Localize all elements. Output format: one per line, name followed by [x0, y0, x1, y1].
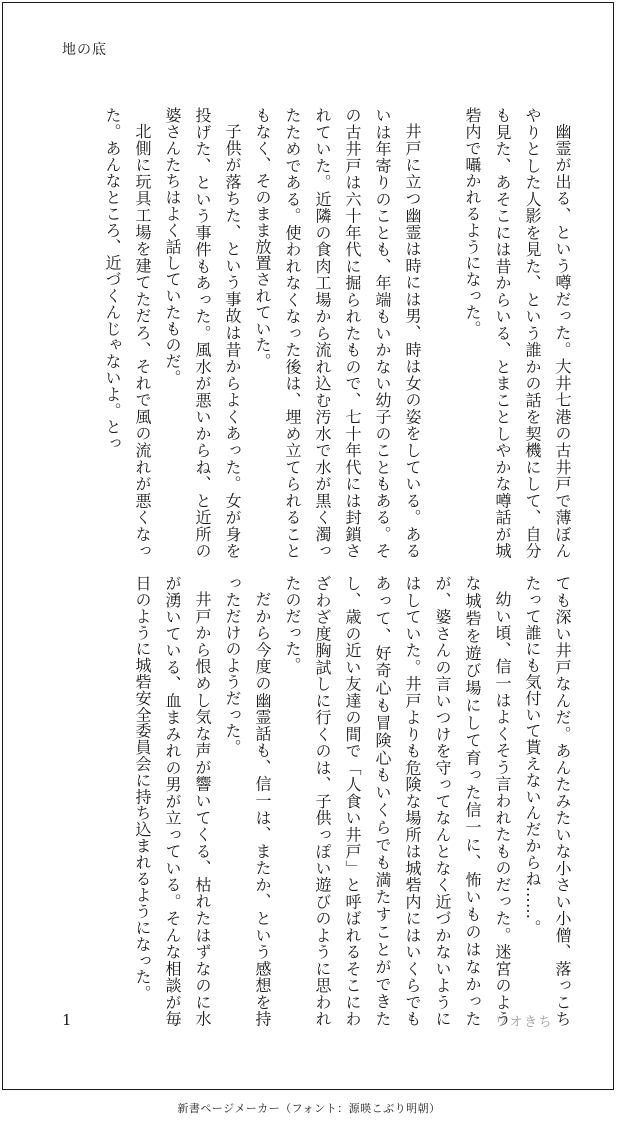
upper-text-block — [37, 107, 577, 559]
blank-line — [427, 107, 457, 559]
paragraph: だから今度の幽霊話も、信一は、またか、という感想を持っただけのようだった。 — [223, 575, 272, 1027]
book-page — [2, 2, 614, 1090]
chapter-title: 地の底 — [62, 42, 107, 58]
paragraph: 幼い頃、信一はよくそう言われたものだった。迷宮のような城砦を遊び場にして育った信一に、怖いものはなかったが、婆さんの言いつけを守ってなんとなく近づかないようにはしていた。井戸よりも危険な場所は城砦内にはいくらでもあって、好奇心も冒険心もいくらでも満たすことができたし、歳の近い友達の間で「人食い井戸」と呼ばれるそこにわざわざ度胸試しに行くのは、子供っぽい遊びのように思われたのだった。 — [283, 575, 512, 1027]
generator-credit: 新書ページメーカー（フォント：源暎こぶり明朝） — [177, 1102, 441, 1115]
lower-text-block — [37, 575, 577, 1027]
page-number: 1 — [62, 1011, 72, 1029]
paragraph: 幽霊が出る、という噂だった。大井七港の古井戸で薄ぼんやりとした人影を見た、という誰かの話を契機にして、自分も見た、あそこには昔からいる、とまことしやかな噂話が城砦内で囁かれるようになった。 — [463, 107, 572, 559]
author-name: ワオきち — [494, 1015, 553, 1030]
paragraph: 北側に玩具工場を建てただろ、それで風の流れが悪くなった。あんなところ、近づくんじゃないよ。とっ — [103, 107, 152, 559]
paragraph: 井戸に立つ幽霊は時には男、時は女の姿をしている。あるいは年寄りのことも、年端もいかない幼子のこともある。その古井戸は六十年代に掘られたもので、七十年代には封鎖されていた。近隣の食肉工場から流れ込む汚水で水が黒く濁ったためである。使われなくなった後は、埋め立てられることもなく、そのまま放置されていた。 — [253, 107, 422, 559]
paragraph: 井戸から恨めし気な声が響いてくる、枯れたはずなのに水が湧いている、血まみれの男が立っている。そんな相談が毎日のように城砦安全委員会に持ち込まれるようになった。 — [133, 575, 212, 1027]
paragraph: 子供が落ちた、という事故は昔からよくあった。女が身を投げた、という事件もあった。風水が悪いからね、と近所の婆さんたちはよく話していたものだ。 — [163, 107, 242, 559]
paragraph: ても深い井戸なんだ。あんたみたいな小さい小僧、落っこちたって誰にも気付いて貰えないんだからね……。 — [523, 575, 572, 1027]
